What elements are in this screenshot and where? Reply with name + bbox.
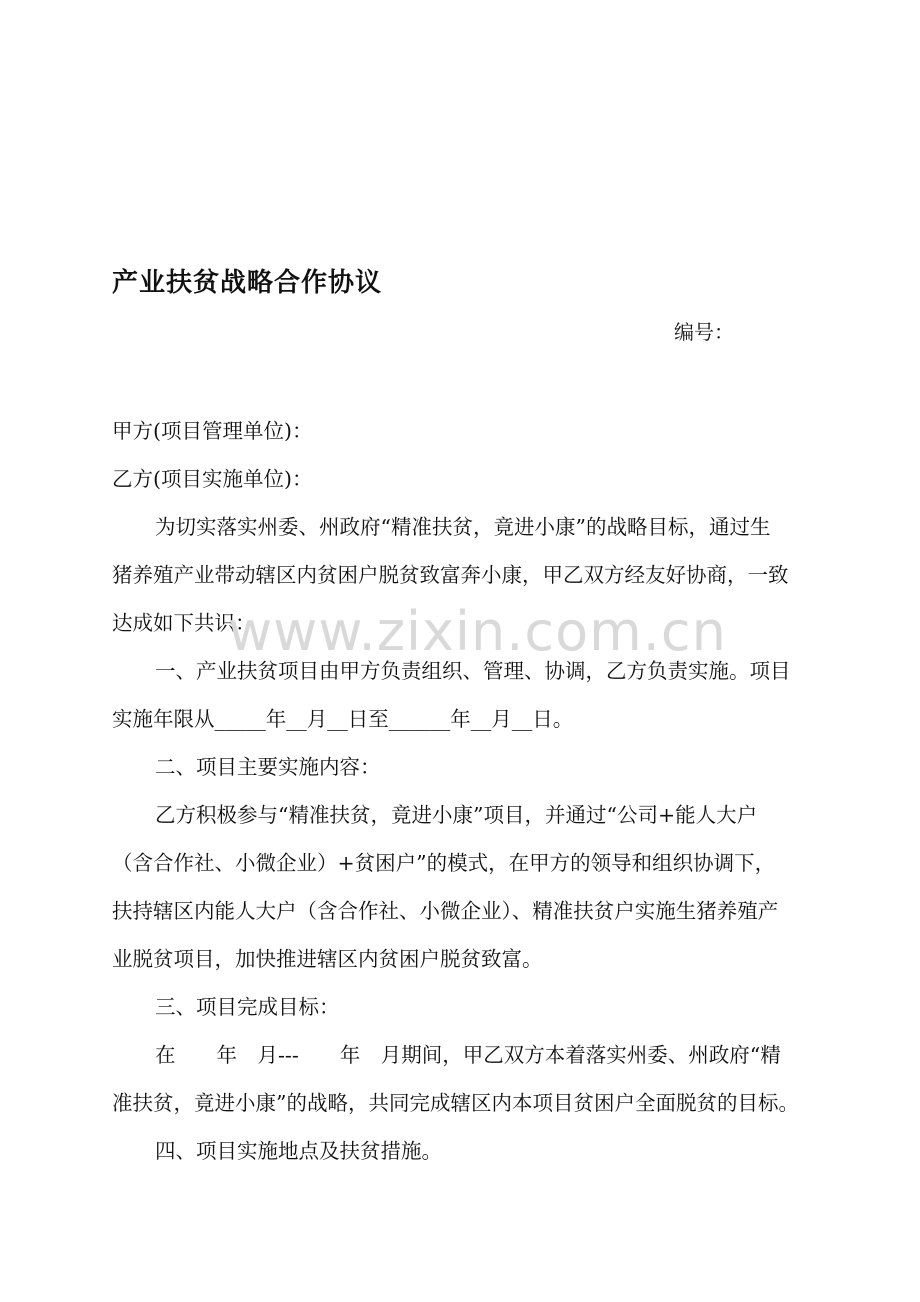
party-a-line: 甲方(项目管理单位)： <box>112 419 313 443</box>
paragraph-line: 扶持辖区内能人大户（含合作社、小微企业）、精准扶贫户实施生猪养殖产 <box>112 899 779 923</box>
paragraph-line: 为切实落实州委、州政府“精准扶贫，竟进小康”的战略目标，通过生 <box>155 515 771 539</box>
paragraph-line: 乙方积极参与“精准扶贫，竟进小康”项目，并通过“公司+能人大户 <box>155 803 758 827</box>
document-number-label: 编号： <box>674 320 734 344</box>
clause-3-heading: 三、项目完成目标： <box>155 995 340 1019</box>
clause-1-line: 一、产业扶贫项目由甲方负责组织、管理、协调，乙方负责实施。项目 <box>155 659 791 683</box>
paragraph-line: 在 年 月--- 年 月期间，甲乙双方本着落实州委、州政府“精 <box>155 1043 781 1067</box>
clause-4-heading: 四、项目实施地点及扶贫措施。 <box>155 1139 442 1163</box>
paragraph-line: 准扶贫，竟进小康”的战略，共同完成辖区内本项目贫困户全面脱贫的目标。 <box>112 1091 799 1115</box>
party-b-line: 乙方(项目实施单位)： <box>112 467 313 491</box>
paragraph-line: 业脱贫项目，加快推进辖区内贫困户脱贫致富。 <box>112 947 543 971</box>
paragraph-line: 猪养殖产业带动辖区内贫困户脱贫致富奔小康，甲乙双方经友好协商，一致 <box>112 563 789 587</box>
paragraph-line: 达成如下共识： <box>112 611 256 635</box>
clause-2-heading: 二、项目主要实施内容： <box>155 755 381 779</box>
watermark: www.zixin.com.cn <box>228 600 727 663</box>
document-title: 产业扶贫战略合作协议 <box>112 268 383 298</box>
paragraph-line: （含合作社、小微企业）+贫困户”的模式，在甲方的领导和组织协调下， <box>112 851 776 875</box>
clause-1-line: 实施年限从_____年__月__日至______年__月__日。 <box>112 707 574 731</box>
